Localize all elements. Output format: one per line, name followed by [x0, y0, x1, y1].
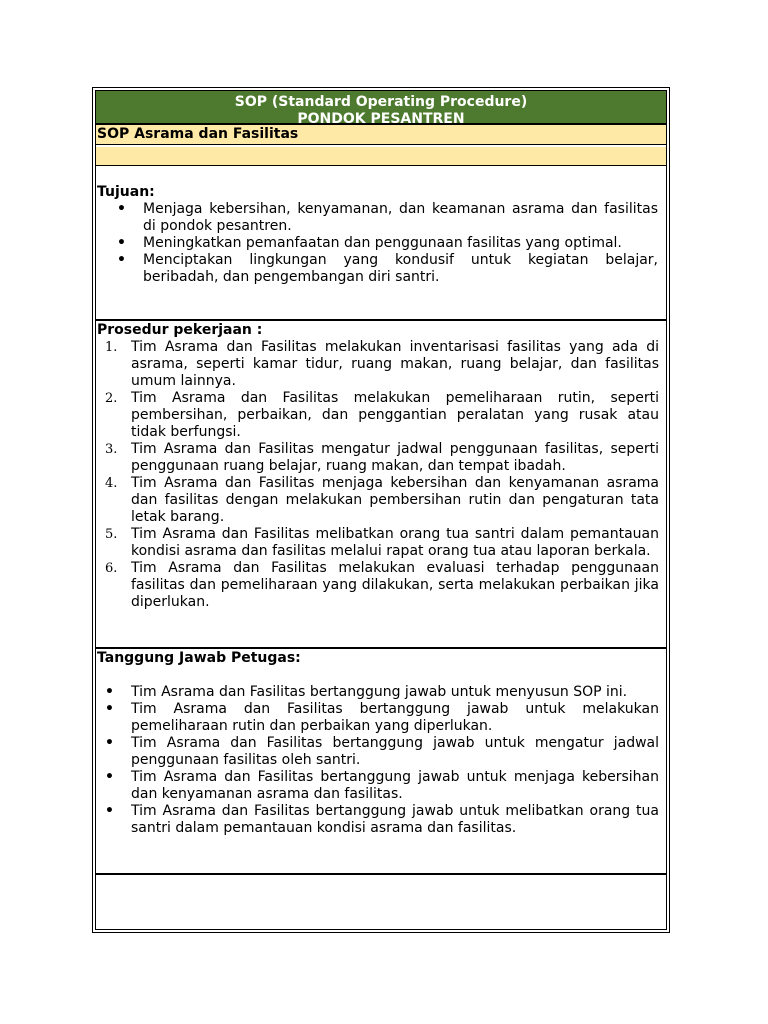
sop-document — [92, 87, 670, 933]
list-item: 6. Tim Asrama dan Fasilitas melakukan evaluasi terhadap penggunaan fasilitas dan pemeliharaan yang dilakukan, serta melakukan perbaikan jika diperlukan. — [105, 560, 659, 610]
empty-footer-area — [96, 875, 666, 925]
prosedur-title: Prosedur pekerjaan : — [97, 322, 263, 338]
list-item: • Tim Asrama dan Fasilitas bertanggung jawab untuk menjaga kebersihan dan kenyamanan asrama dan fasilitas. — [105, 769, 659, 802]
list-item: 2. Tim Asrama dan Fasilitas melakukan pemeliharaan rutin, seperti pembersihan, perbaikan, dan penggantian peralatan yang rusak atau tidak berfungsi. — [105, 390, 659, 440]
list-item: • Menjaga kebersihan, kenyamanan, dan keamanan asrama dan fasilitas di pondok pesantren. — [117, 201, 658, 234]
list-item: • Tim Asrama dan Fasilitas bertanggung jawab untuk menyusun SOP ini. — [105, 684, 628, 700]
document-header — [96, 91, 666, 125]
list-item: • Tim Asrama dan Fasilitas bertanggung jawab untuk melakukan pemeliharaan rutin dan perbaikan yang diperlukan. — [105, 701, 659, 734]
tanggung-jawab-title: Tanggung Jawab Petugas: — [97, 650, 301, 666]
empty-highlight-row — [96, 145, 666, 166]
tanggung-jawab-list — [96, 684, 666, 837]
list-item: • Tim Asrama dan Fasilitas bertanggung jawab untuk mengatur jadwal penggunaan fasilitas oleh santri. — [105, 735, 659, 768]
list-item: • Menciptakan lingkungan yang kondusif untuk kegiatan belajar, beribadah, dan pengembangan diri santri. — [117, 252, 658, 285]
list-item: 5. Tim Asrama dan Fasilitas melibatkan orang tua santri dalam pemantauan kondisi asrama dan fasilitas melalui rapat orang tua atau laporan berkala. — [105, 526, 659, 559]
prosedur-section — [96, 321, 666, 649]
list-item: • Meningkatkan pemanfaatan dan penggunaan fasilitas yang optimal. — [117, 235, 622, 251]
tujuan-section — [96, 166, 666, 321]
list-item: • Tim Asrama dan Fasilitas bertanggung jawab untuk melibatkan orang tua santri dalam pemantauan kondisi asrama dan fasilitas. — [105, 803, 659, 836]
header-subtitle: PONDOK PESANTREN — [297, 111, 465, 127]
list-item: 3. Tim Asrama dan Fasilitas mengatur jadwal penggunaan fasilitas, seperti penggunaan ruang belajar, ruang makan, dan tempat ibadah. — [105, 441, 659, 474]
list-item: 4. Tim Asrama dan Fasilitas menjaga kebersihan dan kenyamanan asrama dan fasilitas dengan melakukan pembersihan rutin dan pengaturan tata letak barang. — [105, 475, 659, 525]
list-item: 1. Tim Asrama dan Fasilitas melakukan inventarisasi fasilitas yang ada di asrama, seperti kamar tidur, ruang makan, ruang belajar, dan fasilitas umum lainnya. — [105, 339, 659, 389]
tanggung-jawab-section — [96, 649, 666, 875]
sop-document-inner — [95, 90, 667, 930]
tujuan-list — [96, 201, 666, 286]
prosedur-list — [96, 339, 666, 611]
header-title: SOP (Standard Operating Procedure) — [234, 94, 528, 110]
tujuan-title: Tujuan: — [97, 184, 155, 200]
sop-subtitle: SOP Asrama dan Fasilitas — [96, 125, 666, 145]
